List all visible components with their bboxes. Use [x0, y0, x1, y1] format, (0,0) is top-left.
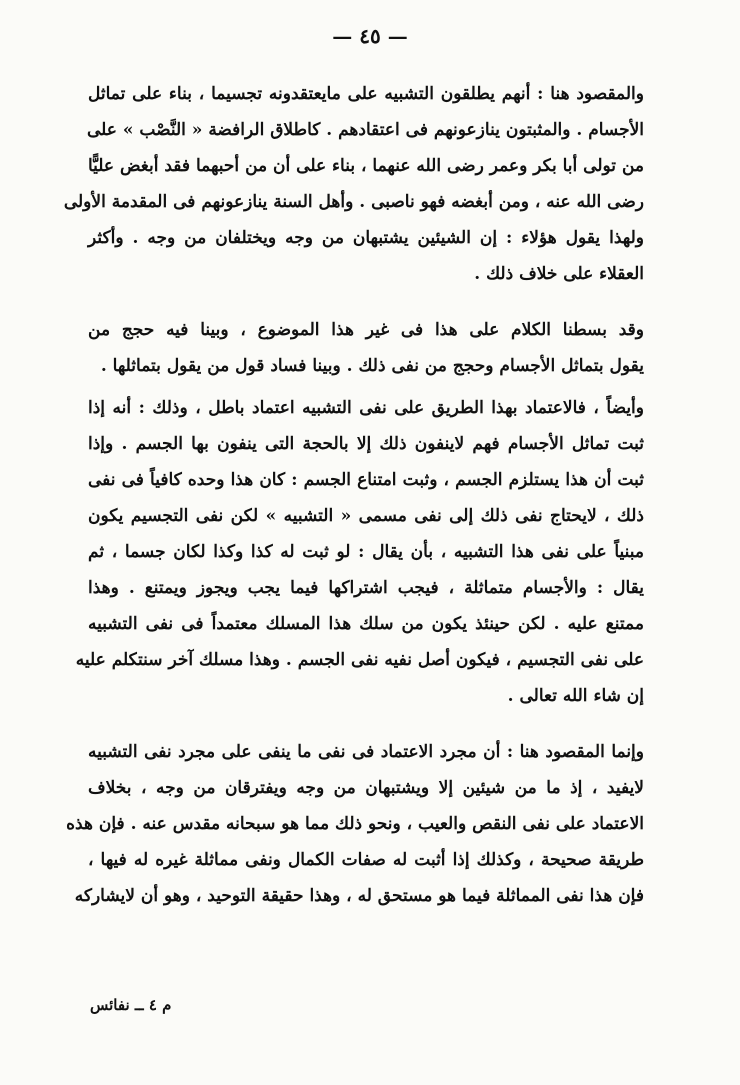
printer-signature: م ٤ ــ نفائس	[90, 996, 172, 1014]
text-line: على نفى التجسيم ، فيكون أصل نفيه نفى الجسم . وهذا مسلك آخر سنتكلم عليه	[75, 650, 644, 670]
text-line: ولهذا يقول هؤلاء : إن الشيئين يشتبهان من وجه ويختلفان من وجه . وأكثر	[88, 228, 644, 248]
text-line: يقال : والأجسام متماثلة ، فيجب اشتراكها فيما يجب ويجوز ويمتنع . وهذا	[88, 578, 644, 598]
text-line: ممتنع عليه . لكن حينئذ يكون من سلك هذا المسلك معتمداً فى نفى التشبيه	[88, 614, 644, 634]
text-line: من تولى أبا بكر وعمر رضى الله عنهما ، بناء على أن من أحبهما فقد أبغض عليًّا	[87, 156, 644, 176]
text-line: العقلاء على خلاف ذلك .	[474, 264, 644, 284]
text-line: طريقة صحيحة ، وكذلك إذا أثبت له صفات الكمال ونفى مماثلة غيره له فيها ،	[88, 850, 644, 870]
text-line: والمقصود هنا : أنهم يطلقون التشبيه على مايعتقدونه تجسيما ، بناء على تماثل	[88, 84, 644, 104]
text-line: إن شاء الله تعالى .	[507, 686, 644, 706]
body-text	[63, 76, 644, 934]
text-line: لايفيد ، إذ ما من شيئين إلا ويشتبهان من وجه ويفترقان من وجه ، بخلاف	[88, 778, 644, 798]
paragraph-3	[75, 390, 644, 714]
paragraph-2	[88, 312, 644, 384]
text-line: ذلك ، لايحتاج نفى ذلك إلى نفى مسمى « التشبيه » لكن نفى التجسيم يكون	[88, 506, 644, 526]
text-line: وإنما المقصود هنا : أن مجرد الاعتماد فى نفى ما ينفى على مجرد نفى التشبيه	[88, 742, 644, 762]
text-line: وقد بسطنا الكلام على هذا فى غير هذا الموضوع ، وبينا فيه حجج من	[88, 320, 644, 340]
text-line: وأيضاً ، فالاعتماد بهذا الطريق على نفى التشبيه اعتماد باطل ، وذلك : أنه إذا	[88, 398, 644, 418]
text-line: فإن هذا نفى المماثلة فيما هو مستحق له ، وهذا حقيقة التوحيد ، وهو أن لايشاركه	[74, 886, 644, 906]
paragraph-1	[63, 76, 644, 292]
text-line: ثبت أن هذا يستلزم الجسم ، وثبت امتناع الجسم : كان هذا وحده كافياً فى نفى	[88, 470, 644, 490]
paragraph-4	[66, 734, 644, 914]
page-number: — ٤٥ —	[332, 24, 408, 48]
text-line: يقول بتماثل الأجسام وحجج من نفى ذلك . وبينا فساد قول من يقول بتماثلها .	[100, 356, 644, 376]
text-line: مبنياً على نفى هذا التشبيه ، بأن يقال : لو ثبت له كذا وكذا لكان جسما ، ثم	[88, 542, 644, 562]
text-line: الاعتماد على نفى النقص والعيب ، ونحو ذلك مما هو سبحانه مقدس عنه . فإن هذه	[66, 814, 644, 834]
text-line: الأجسام . والمثبتون ينازعونهم فى اعتقادهم . كاطلاق الرافضة « النَّصْب » على	[86, 120, 644, 140]
text-line: رضى الله عنه ، ومن أبغضه فهو ناصبى . وأهل السنة ينازعونهم فى المقدمة الأولى	[63, 192, 644, 212]
text-line: ثبت تماثل الأجسام فهم لاينفون ذلك إلا بالحجة التى ينفون بها الجسم . وإذا	[88, 434, 644, 454]
